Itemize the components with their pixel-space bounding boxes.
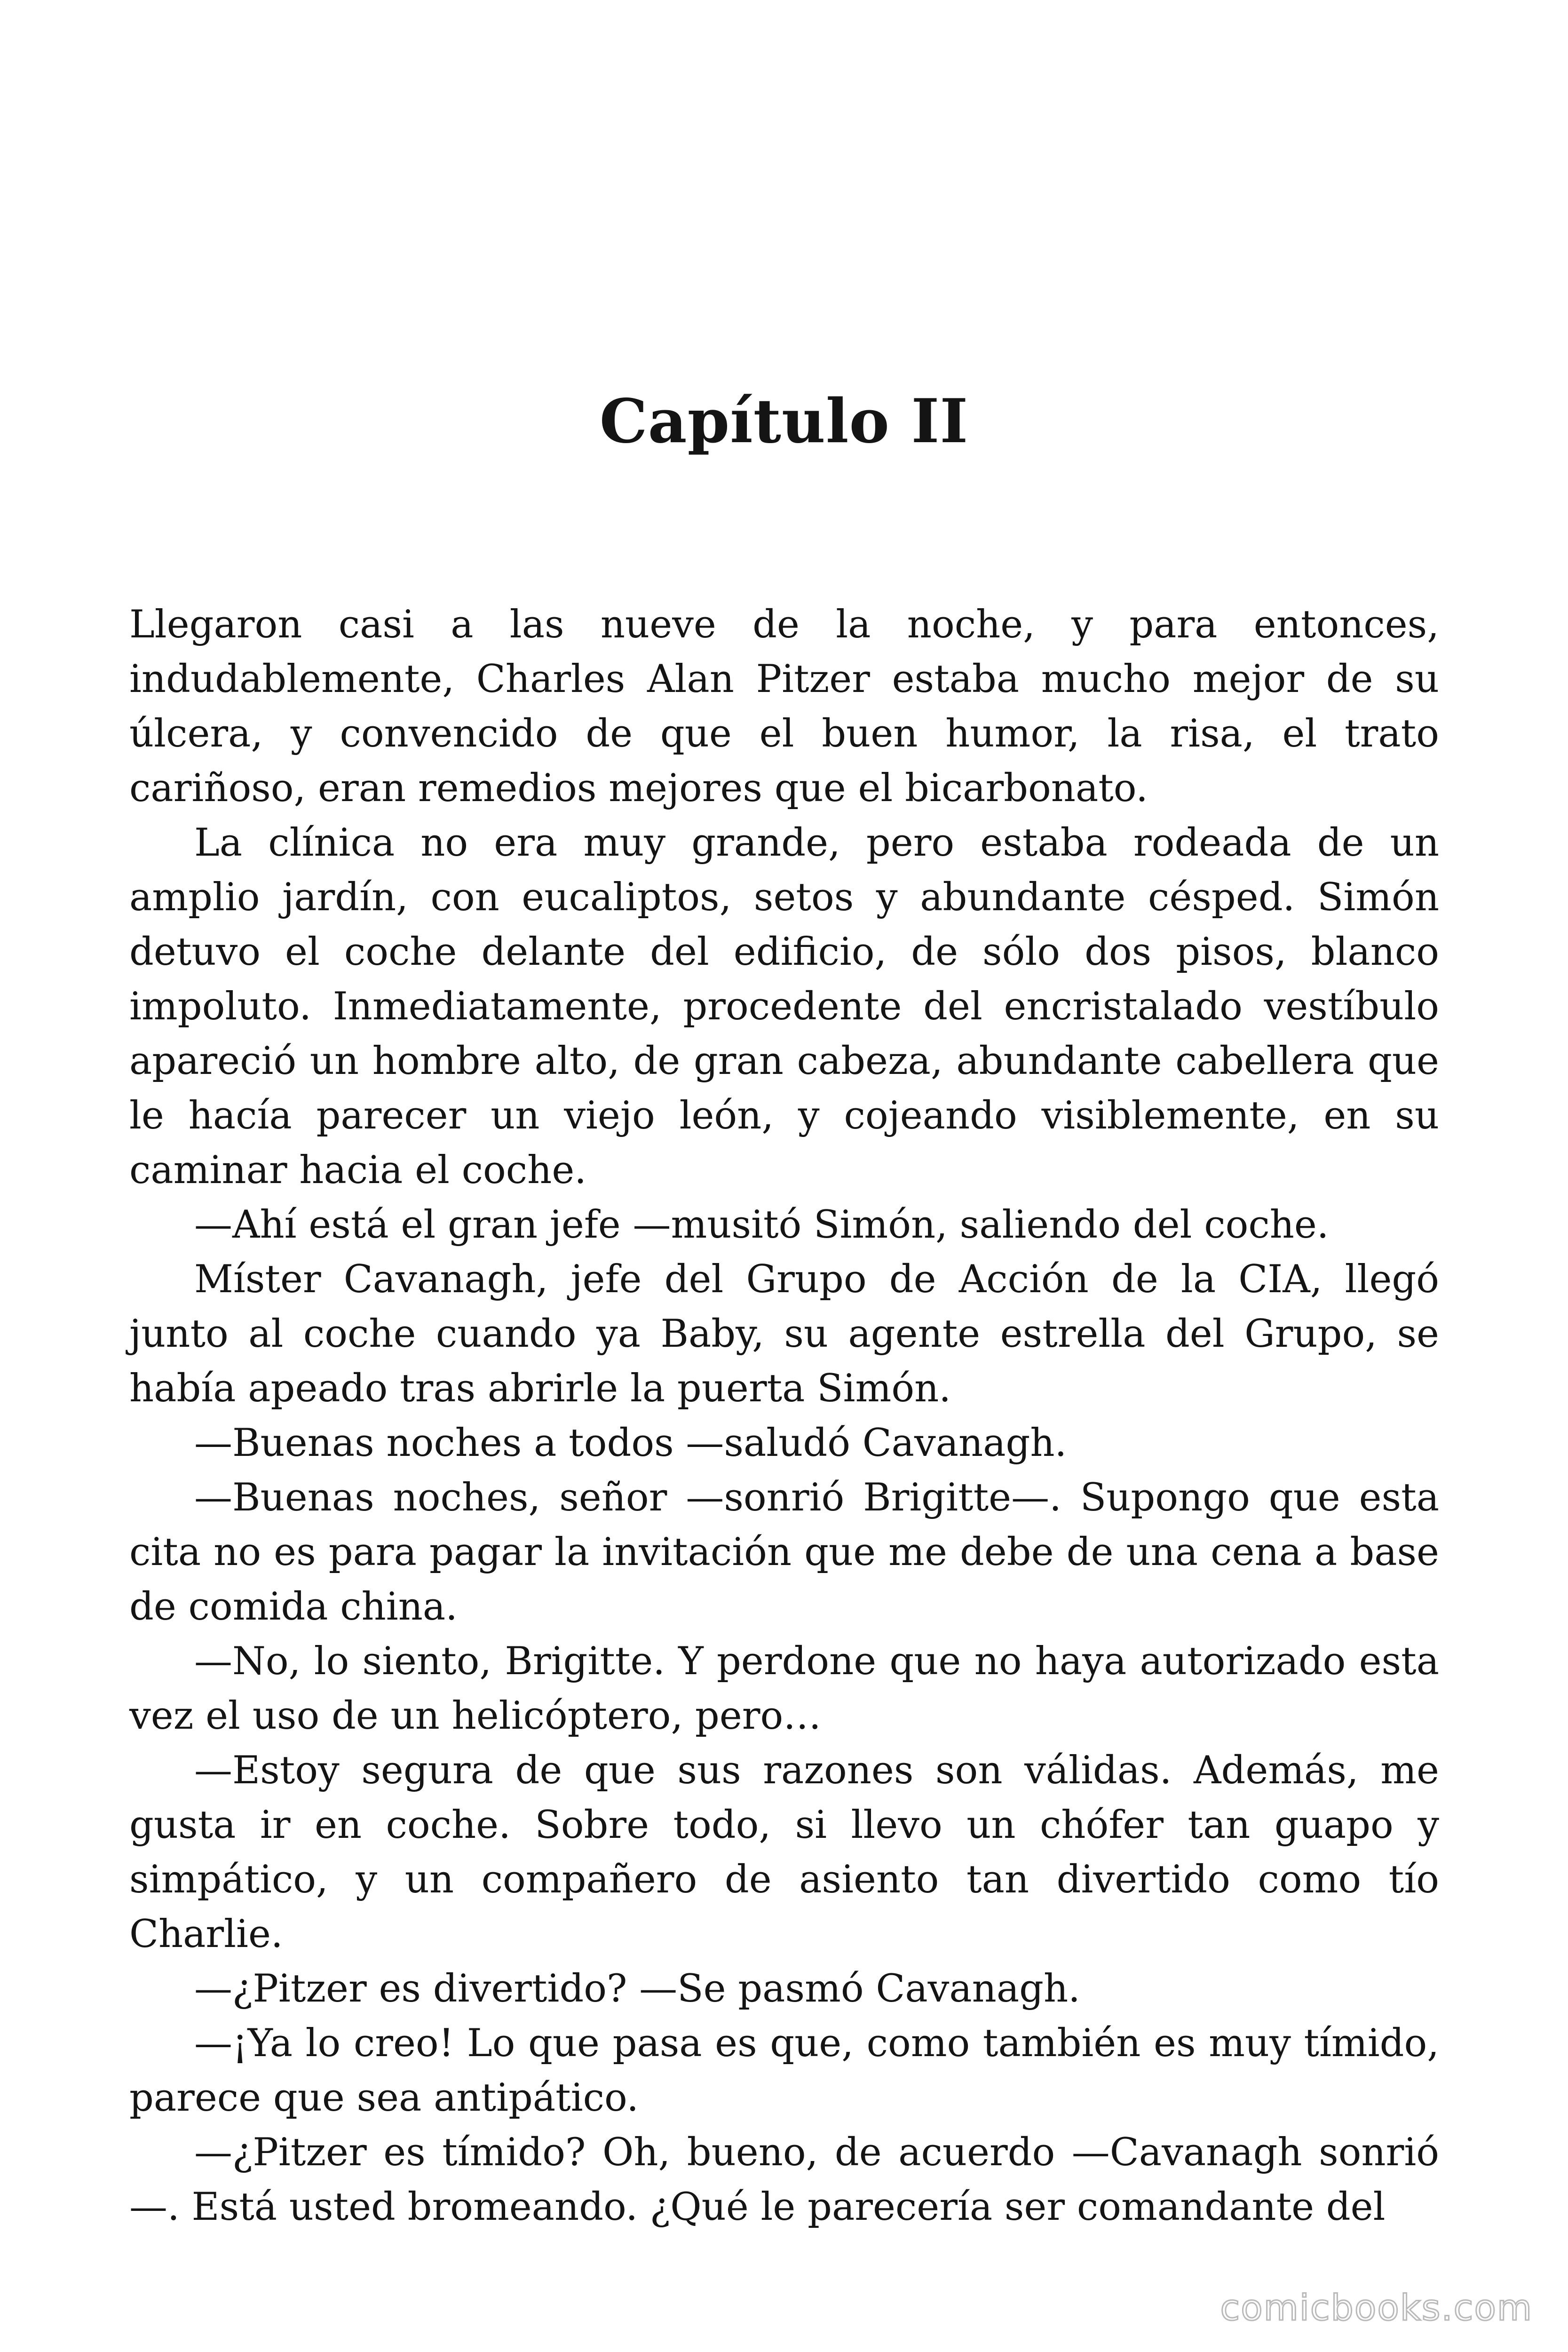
paragraph: —Estoy segura de que sus razones son válidas. Además, me gusta ir en coche. Sobre todo, si llevo un chófer tan guapo y simpático, y un compañero de asiento tan divertido como tío Charlie. — [129, 1748, 1439, 1956]
paragraph: La clínica no era muy grande, pero estaba rodeada de un amplio jardín, con eucaliptos, setos y abundante césped. Simón detuvo el coche delante del edificio, de sólo dos pisos, blanco impoluto. Inmediatamente, procedente del encristalado vestíbulo apareció un hombre alto, de gran cabeza, abundante cabellera que le hacía parecer un viejo león, y cojeando visiblemente, en su caminar hacia el coche. — [129, 821, 1439, 1192]
paragraph: Míster Cavanagh, jefe del Grupo de Acción de la CIA, llegó junto al coche cuando ya Baby, su agente estrella del Grupo, se había apeado tras abrirle la puerta Simón. — [129, 1257, 1439, 1411]
paragraph: —¡Ya lo creo! Lo que pasa es que, como también es muy tímido, parece que sea antipático. — [129, 2021, 1439, 2120]
chapter-title: Capítulo II — [599, 386, 969, 457]
paragraph: —Buenas noches a todos —saludó Cavanagh. — [194, 1421, 1067, 1465]
watermark: comicbooks.com — [1220, 2287, 1533, 2328]
paragraph: —¿Pitzer es tímido? Oh, bueno, de acuerdo —Cavanagh sonrió —. Está usted bromeando. ¿Qué le parecería ser comandante del — [129, 2130, 1439, 2229]
paragraph: —¿Pitzer es divertido? —Se pasmó Cavanagh. — [194, 1967, 1080, 2011]
paragraph: Llegaron casi a las nueve de la noche, y para entonces, indudablemente, Charles Alan Pitzer estaba mucho mejor de su úlcera, y convencido de que el buen humor, la risa, el trato cariñoso, eran remedios mejores que el bicarbonato. — [129, 603, 1439, 810]
paragraph: —Buenas noches, señor —sonrió Brigitte—. Supongo que esta cita no es para pagar la invitación que me debe de una cena a base de comida china. — [129, 1476, 1439, 1629]
paragraph: —No, lo siento, Brigitte. Y perdone que no haya autorizado esta vez el uso de un helicóptero, pero… — [129, 1639, 1439, 1738]
paragraph: —Ahí está el gran jefe —musitó Simón, saliendo del coche. — [194, 1203, 1329, 1247]
body-text — [129, 597, 1439, 2234]
